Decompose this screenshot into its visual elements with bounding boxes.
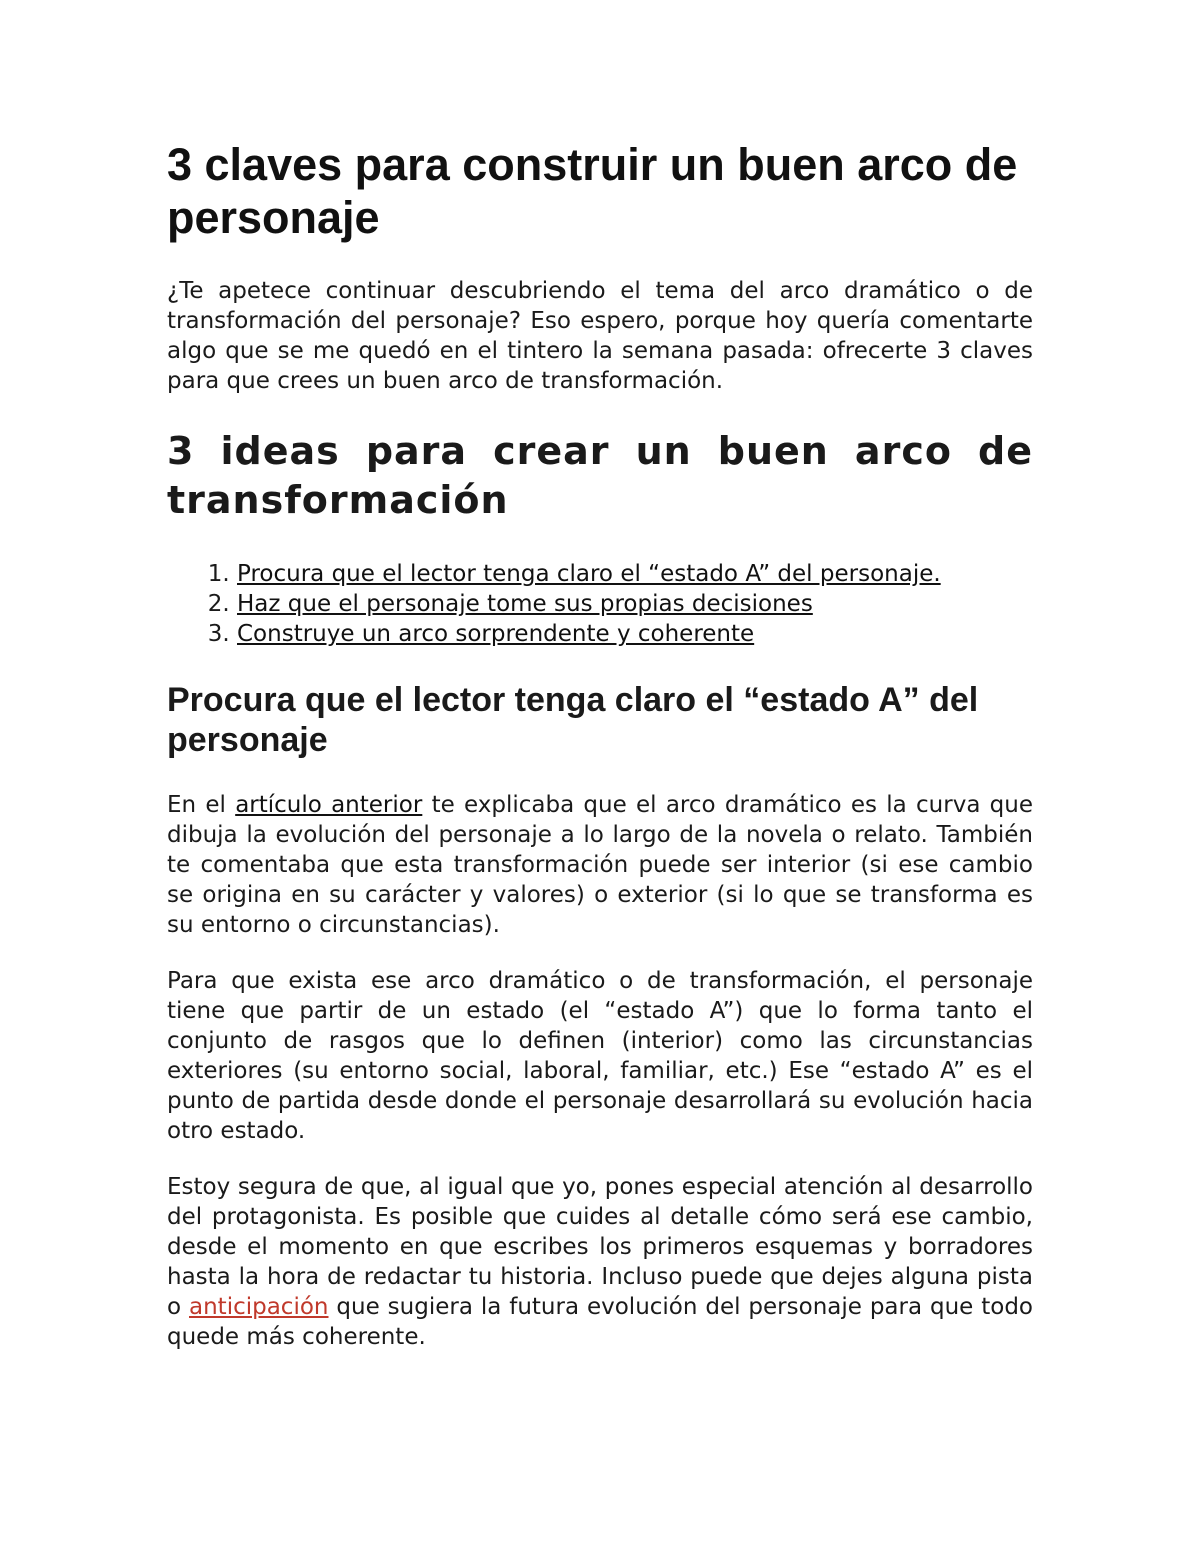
- anticipation-link[interactable]: anticipación: [189, 1294, 329, 1320]
- paragraph-3: [167, 1172, 1033, 1352]
- document-page: [167, 138, 1033, 1352]
- toc-link-2[interactable]: Haz que el personaje tome sus propias decisiones: [237, 591, 813, 617]
- paragraph-1: [167, 790, 1033, 940]
- paragraph-1-after: te explicaba que el arco dramático es la curva que dibuja la evolución del personaje a lo largo de la novela o relato. También te comentaba que esta transformación puede ser interior (si ese cambio se origina en su carácter y valores) o exterior (si lo que se transforma es su entorno o circunstancias).: [167, 792, 1034, 938]
- toc-link-3[interactable]: Construye un arco sorprendente y coherente: [237, 621, 755, 647]
- intro-paragraph: ¿Te apetece continuar descubriendo el tema del arco dramático o de transformación del personaje? Eso espero, porque hoy quería comentarte algo que se me quedó en el tintero la semana pasada: ofrecerte 3 claves para que crees un buen arco de transformación.: [167, 278, 1033, 394]
- toc-item: [237, 559, 1033, 589]
- paragraph-1-before: En el: [167, 792, 236, 818]
- toc-item: [237, 619, 1033, 649]
- paragraph-2: Para que exista ese arco dramático o de transformación, el personaje tiene que partir de un estado (el “estado A”) que lo forma tanto el conjunto de rasgos que lo definen (interior) como las circunstancias exteriores (su entorno social, laboral, familiar, etc.) Ese “estado A” es el punto de partida desde donde el personaje desarrollará su evolución hacia otro estado.: [167, 968, 1033, 1144]
- paragraph-3-before: Estoy segura de que, al igual que yo, pones especial atención al desarrollo del protagonista. Es posible que cuides al detalle cómo será ese cambio, desde el momento en que escribes los primeros esquemas y borradores hasta la hora de redactar tu historia. Incluso puede que dejes alguna pista o: [167, 1174, 1033, 1320]
- article-title: 3 claves para construir un buen arco de personaje: [167, 139, 1018, 243]
- table-of-contents: [167, 559, 1033, 649]
- toc-item: [237, 589, 1033, 619]
- section-heading: 3 ideas para crear un buen arco de transformación: [167, 429, 1033, 522]
- previous-article-link[interactable]: artículo anterior: [235, 792, 423, 818]
- paragraph-3-after: que sugiera la futura evolución del personaje para que todo quede más coherente.: [167, 1294, 1033, 1350]
- subsection-heading: Procura que el lector tenga claro el “estado A” del personaje: [167, 681, 979, 759]
- toc-link-1[interactable]: Procura que el lector tenga claro el “estado A” del personaje.: [237, 561, 941, 587]
